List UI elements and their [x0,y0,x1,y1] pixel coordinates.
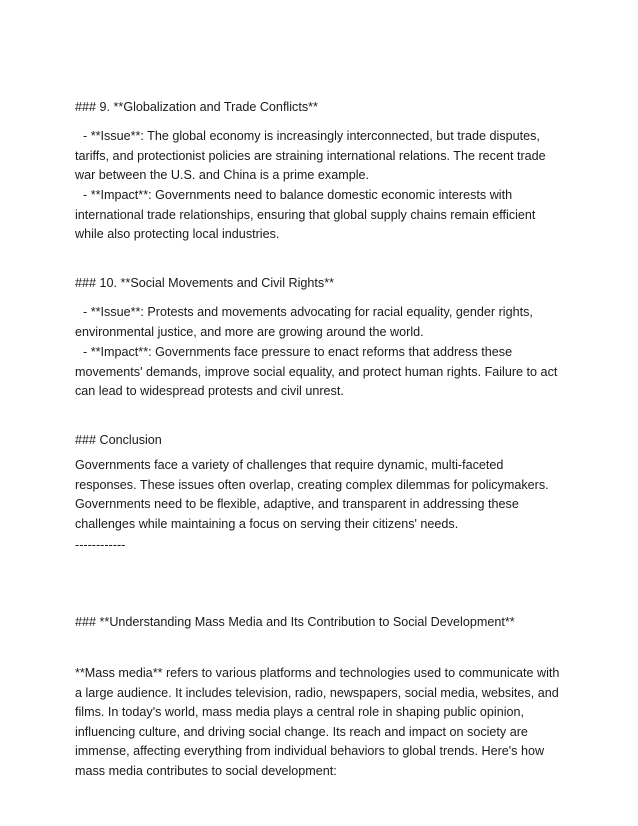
mass-media-body: **Mass media** refers to various platforms and technologies used to communicate with a large audience. It includes television, radio, newspapers, social media, websites, and films. In today's world, mass media plays a central role in shaping public opinion, influencing culture, and driving social change. Its reach and impact on society are immense, affecting everything from individual behaviors to global trends. Here's how mass media contributes to social development: [75,666,560,778]
conclusion-body: Governments face a variety of challenges that require dynamic, multi-faceted responses. These issues often overlap, creating complex dilemmas for policymakers. Governments need to be flexible, adaptive, and transparent in addressing these challenges while maintaining a focus on serving their citizens' needs. [75,458,549,531]
mass-media-heading: ### **Understanding Mass Media and Its Contribution to Social Development** [75,615,515,629]
conclusion-heading: ### Conclusion [75,433,162,447]
section-9-heading: ### 9. **Globalization and Trade Conflicts** [75,100,318,114]
section-9-impact: - **Impact**: Governments need to balance domestic economic interests with international trade relationships, ensuring that global supply chains remain efficient while also protecting local industries. [75,188,536,241]
section-10-heading: ### 10. **Social Movements and Civil Rights** [75,276,335,290]
section-10-impact: - **Impact**: Governments face pressure to enact reforms that address these movements' demands, improve social equality, and protect human rights. Failure to act can lead to widespread protests and civil unrest. [75,345,558,398]
separator-line: ------------ [75,538,126,552]
section-10-issue: - **Issue**: Protests and movements advocating for racial equality, gender rights, environmental justice, and more are growing around the world. [75,305,533,339]
section-9-issue: - **Issue**: The global economy is increasingly interconnected, but trade disputes, tariffs, and protectionist policies are straining international relations. The recent trade war between the U.S. and China is a prime example. [75,129,546,182]
